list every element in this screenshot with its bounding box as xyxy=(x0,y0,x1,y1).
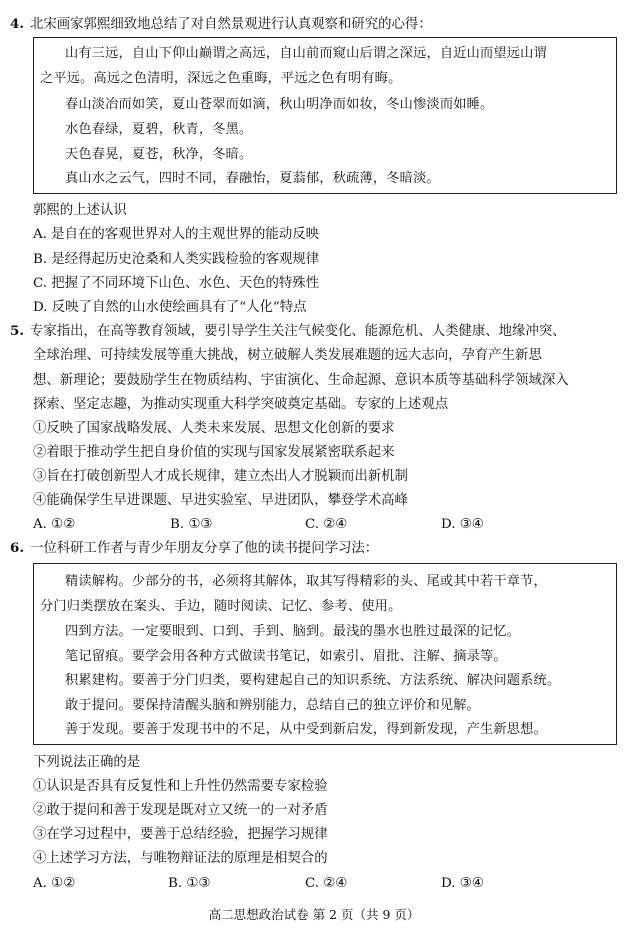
q5-item: ①反映了国家战略发展、人类未来发展、思想文化创新的要求 xyxy=(33,421,395,436)
q6-box-line: 善于发现。要善于发现书中的不足，从中受到新启发，得到新发现，产生新思想。 xyxy=(65,722,547,737)
q4-box-line: 真山水之云气，四时不同，春融怡，夏蓊郁，秋疏薄，冬暗淡。 xyxy=(65,171,440,186)
q6-box-line: 积累建构。要善于分门归类，要构建起自己的知识系统、方法系统、解决问题系统。 xyxy=(65,673,561,688)
q4-option-a[interactable]: A. 是自在的客观世界对人的主观世界的能动反映 xyxy=(33,227,319,242)
q5-choice-d[interactable]: D. ③④ xyxy=(441,517,484,532)
q4-option-d[interactable]: D. 反映了自然的山水使绘画具有了“人化”特点 xyxy=(33,300,307,315)
q6-stem: 一位科研工作者与青少年朋友分享了他的读书提问学习法： xyxy=(30,541,379,556)
q5-choice-a[interactable]: A. ①② xyxy=(33,517,76,532)
q4-ask: 郭熙的上述认识 xyxy=(33,203,127,218)
q6-choice-a[interactable]: A. ①② xyxy=(33,876,76,891)
q5-choice-c[interactable]: C. ②④ xyxy=(305,517,348,532)
q6-number: 6. xyxy=(10,540,24,556)
q6-choice-c[interactable]: C. ②④ xyxy=(305,876,348,891)
q5-item: ②着眼于推动学生把自身价值的实现与国家发展紧密联系起来 xyxy=(33,445,395,460)
q4-number: 4. xyxy=(10,16,24,32)
q6-box-line: 精读解构。少部分的书，必须将其解体，取其写得精彩的头、尾或其中若干章节， xyxy=(65,574,547,589)
q6-item: ①认识是否具有反复性和上升性仍然需要专家检验 xyxy=(33,779,328,794)
q5-line: 探索、坚定志趣，为推动实现重大科学突破奠定基础。专家的上述观点 xyxy=(33,397,449,412)
q6-box-line: 四到方法。一定要眼到、口到、手到、脑到。最浅的墨水也胜过最深的记忆。 xyxy=(65,624,521,639)
q6-box-line: 分门归类摆放在案头、手边，随时阅读、记忆、参考、使用。 xyxy=(40,599,402,614)
q5-line: 全球治理、可持续发展等重大挑战，树立破解人类发展难题的远大志向，孕育产生新思 xyxy=(33,348,542,363)
q6-box-line: 笔记留痕。要学会用各种方式做读书笔记，如索引、眉批、注解、摘录等。 xyxy=(65,649,507,664)
q6-item: ④上述学习方法，与唯物辩证法的原理是相契合的 xyxy=(33,851,328,866)
q6-ask: 下列说法正确的是 xyxy=(33,755,141,770)
q4-box-line: 山有三远，自山下仰山巅谓之高远，自山前而窥山后谓之深远，自近山而望远山谓 xyxy=(65,46,547,61)
q5-line: 想、新理论；要鼓励学生在物质结构、宇宙演化、生命起源、意识本质等基础科学领域深入 xyxy=(33,373,569,388)
q4-box-line: 水色春绿，夏碧，秋青，冬黑。 xyxy=(65,122,253,137)
q5-line: 专家指出，在高等教育领域，要引导学生关注气候变化、能源危机、人类健康、地缘冲突、 xyxy=(30,324,566,339)
q5-item: ③旨在打破创新型人才成长规律，建立杰出人才脱颖而出新机制 xyxy=(33,469,408,484)
q5-number: 5. xyxy=(10,323,24,339)
q4-box-line: 春山淡冶而如笑，夏山苍翠而如滴，秋山明净而如妆，冬山惨淡而如睡。 xyxy=(65,97,494,112)
q4-option-c[interactable]: C. 把握了不同环境下山色、水色、天色的特殊性 xyxy=(33,276,320,291)
q6-item: ②敢于提问和善于发现是既对立又统一的一对矛盾 xyxy=(33,803,328,818)
page-footer: 高二思想政治试卷 第 2 页（共 9 页） xyxy=(208,907,420,922)
q5-item: ④能确保学生早进课题、早进实验室、早进团队，攀登学术高峰 xyxy=(33,493,408,508)
q6-choice-b[interactable]: B. ①③ xyxy=(168,876,211,891)
q4-box-line: 之平远。高远之色清明，深远之色重晦，平远之色有明有晦。 xyxy=(40,71,402,86)
q4-box-line: 天色春晃，夏苍，秋净，冬暗。 xyxy=(65,147,253,162)
q4-option-b[interactable]: B. 是经得起历史沧桑和人类实践检验的客观规律 xyxy=(33,252,320,267)
q6-box-line: 敢于提问。要保持清醒头脑和辨别能力，总结自己的独立评价和见解。 xyxy=(65,698,481,713)
q6-item: ③在学习过程中，要善于总结经验，把握学习规律 xyxy=(33,827,328,842)
q5-choice-b[interactable]: B. ①③ xyxy=(170,517,213,532)
q6-choice-d[interactable]: D. ③④ xyxy=(441,876,484,891)
q4-stem: 北宋画家郭熙细致地总结了对自然景观进行认真观察和研究的心得： xyxy=(30,17,432,32)
